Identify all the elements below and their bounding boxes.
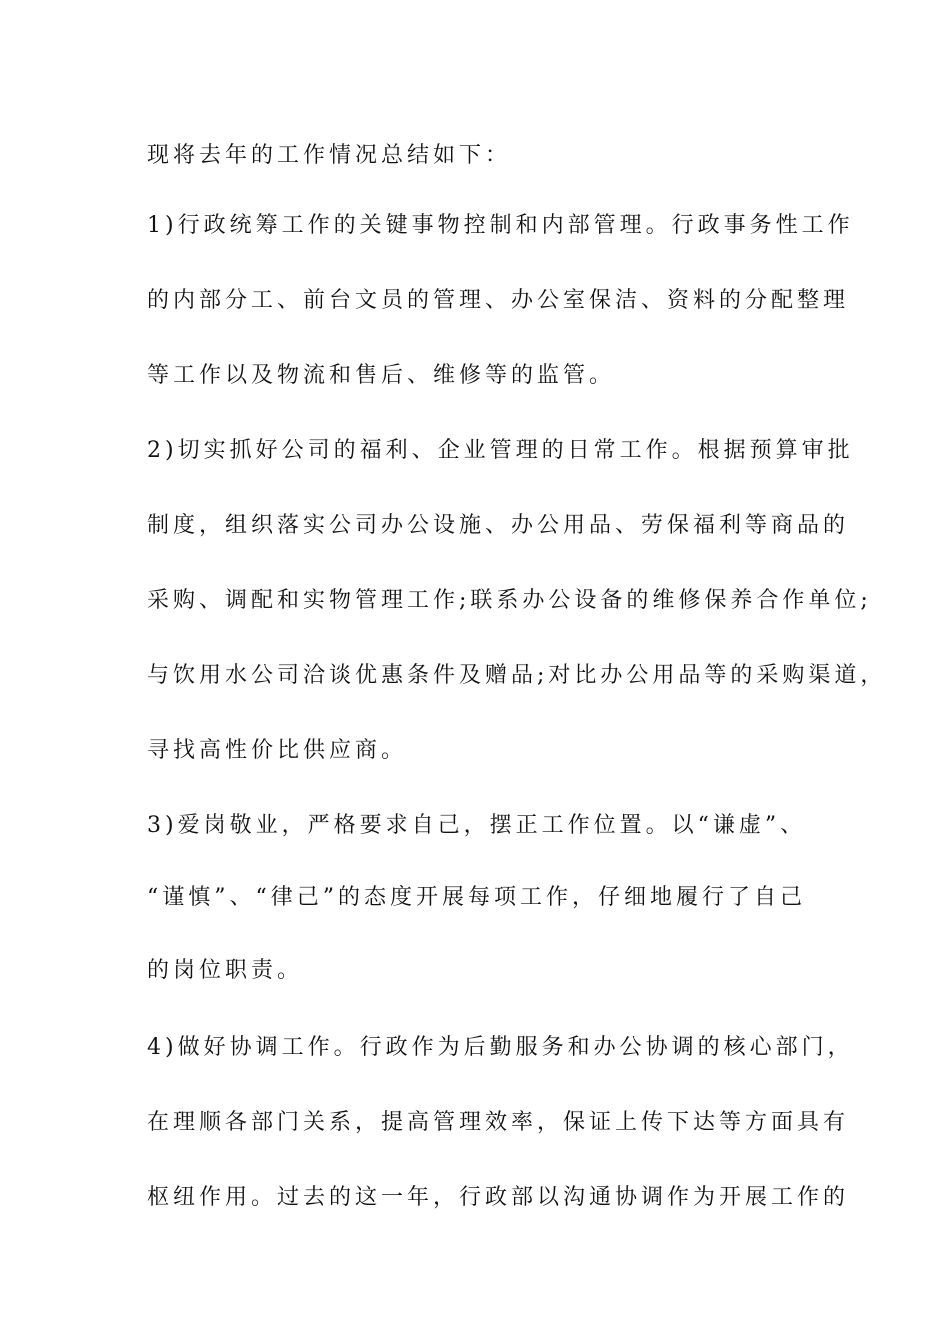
- text-line: 等工作以及物流和售后、维修等的监管。: [147, 363, 616, 388]
- text-line: 采购、调配和实物管理工作;联系办公设备的维修保养合作单位;: [147, 588, 872, 613]
- text-line: 与饮用水公司洽谈优惠条件及赠品;对比办公用品等的采购渠道，: [147, 663, 887, 688]
- text-line: 制度，组织落实公司办公设施、办公用品、劳保福利等商品的: [147, 513, 850, 538]
- text-line: 枢纽作用。过去的这一年，行政部以沟通协调作为开展工作的: [147, 1185, 850, 1210]
- text-line: 4)做好协调工作。行政作为后勤服务和办公协调的核心部门，: [147, 1035, 854, 1060]
- text-line: 1)行政统筹工作的关键事物控制和内部管理。行政事务性工作: [147, 213, 854, 238]
- text-line: 的岗位职责。: [147, 958, 304, 983]
- text-line: 2)切实抓好公司的福利、企业管理的日常工作。根据预算审批: [147, 438, 854, 463]
- text-line: “谨慎”、“律己”的态度开展每项工作，仔细地履行了自己: [147, 885, 806, 910]
- text-line: 现将去年的工作情况总结如下：: [147, 143, 512, 168]
- text-line: 的内部分工、前台文员的管理、办公室保洁、资料的分配整理: [147, 288, 850, 313]
- text-line: 寻找高性价比供应商。: [147, 738, 408, 763]
- text-line: 3)爱岗敬业，严格要求自己，摆正工作位置。以“谦虚”、: [147, 813, 807, 838]
- text-line: 在理顺各部门关系，提高管理效率，保证上传下达等方面具有: [147, 1110, 850, 1135]
